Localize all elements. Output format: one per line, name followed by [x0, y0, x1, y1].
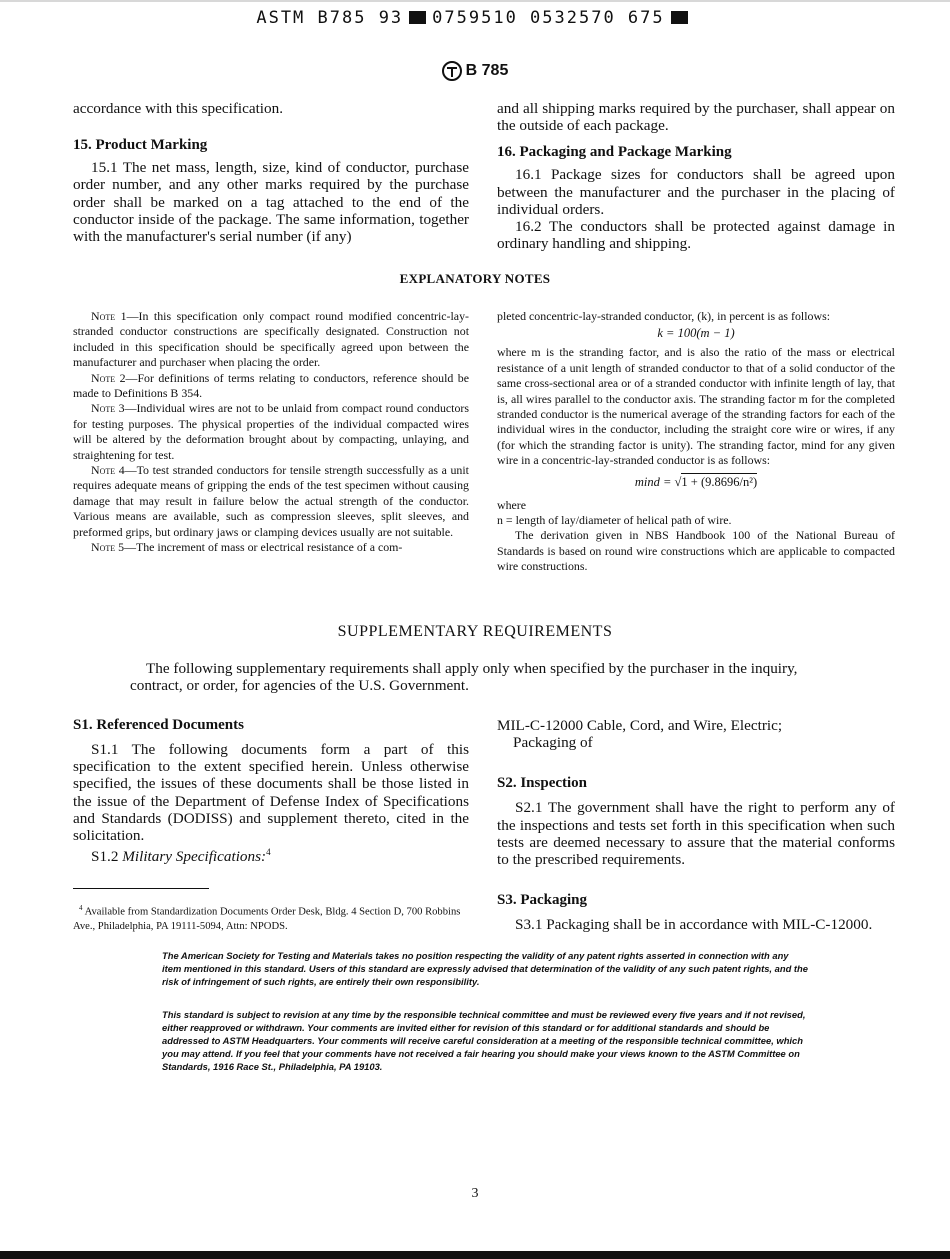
- notes-right-column: [497, 309, 895, 575]
- where-label: where: [497, 497, 527, 512]
- section-s1-2: [73, 844, 469, 865]
- document-code-left: ASTM B785 93: [256, 8, 404, 28]
- formula-lhs: mind =: [634, 474, 672, 489]
- note-3: [73, 401, 469, 463]
- top-right-column: [497, 100, 895, 252]
- supplementary-left-column: [73, 717, 469, 865]
- footnote-mark: 4: [79, 904, 83, 912]
- patent-disclaimer: The American Society for Testing and Materials takes no position respecting the validity of any patent rights asserted in connection with any item mentioned in this standard. Users of this standard are expressly advised that determination of the validity of any such patent rights, and the risk of infringement of such rights, are entirely their own responsibility.: [162, 950, 808, 988]
- s1-2-text: Military Specifications:: [122, 848, 267, 866]
- formula-k: k = 100(m − 1): [657, 326, 735, 341]
- top-edge-line: [0, 0, 950, 2]
- section-s2-1: S2.1 The government shall have the right to perform any of the inspections and tests set forth in this specification when such tests are deemed necessary to assure that the material conforms to the prescribed requirements.: [497, 799, 895, 869]
- carryover-text-left: accordance with this specification.: [73, 100, 284, 117]
- explanatory-notes-title: EXPLANATORY NOTES: [399, 271, 551, 286]
- supplementary-intro: The following supplementary requirements shall apply only when specified by the purchaser in the inquiry, contract, or order, for agencies of the U.S. Government.: [130, 660, 798, 695]
- derivation-text: The derivation given in NBS Handbook 100 of the National Bureau of Standards is based on round wire constructions which are applicable to compacted wire constructions.: [497, 528, 895, 574]
- s1-2-number: S1.2: [91, 848, 119, 866]
- section-s3-1: S3.1 Packaging shall be in accordance with MIL-C-12000.: [515, 916, 873, 934]
- stranding-factor-definition: where m is the stranding factor, and is also the ratio of the mass or electrical resistance of a unit length of stranded conductor to that of a solid conductor of the same cross-sectional area or of a stranded conductor with infinite length of lay, that is, all wires parallel to the conductor axis. The stranding factor m for the completed stranded conductor is the numerical average of the stranding factors for each of the individual wires in the conductor, including the straight core wire or wires, if any (for which the stranding factor is unity). The stranding factor, mind for any given wire in a concentric-lay-stranded conductor is as follows:: [497, 345, 895, 468]
- section-16-2: 16.2 The conductors shall be protected against damage in ordinary handling and shipping.: [497, 218, 895, 253]
- note-label: Note: [91, 309, 116, 323]
- top-left-column: [73, 100, 469, 245]
- note-text: —Individual wires are not to be unlaid from compact round conductors for testing purposes. The physical properties of the individual compacted wires will be altered by the deformation brought about by compacting, unlaying, and straightening for test.: [73, 401, 470, 462]
- standard-designation: [0, 61, 950, 81]
- note-text: —To test stranded conductors for tensile strength successfully as a unit requires adequate means of gripping the ends of the test specimen without causing damage that may result in failure below the actual strength of the conductor. Various means are available, such as compression sleeves, split sleeves, and preformed grips, but ordinary jaws or clamping devices usually are not suitable.: [73, 463, 469, 539]
- note-number: 5: [118, 540, 125, 555]
- supplementary-right-column: [497, 717, 895, 933]
- barcode-block-icon: [671, 11, 688, 24]
- square-root-symbol: √: [674, 474, 682, 489]
- mil-spec-reference: MIL-C-12000 Cable, Cord, and Wire, Electric; Packaging of: [497, 717, 783, 752]
- notes-left-column: [73, 309, 469, 556]
- note-number: 2: [119, 370, 126, 385]
- barcode-block-icon: [409, 11, 426, 24]
- document-code-mid: 0759510 0532570 675: [432, 8, 665, 28]
- section-s2-heading: S2. Inspection: [497, 775, 588, 792]
- note-number: 3: [118, 401, 125, 416]
- note-2: [73, 371, 469, 402]
- note-5: [73, 540, 469, 555]
- carryover-text-right: and all shipping marks required by the purchaser, shall appear on the outside of each package.: [497, 100, 895, 135]
- note-text: —For definitions of terms relating to conductors, reference should be made to Definitions B 354.: [73, 370, 469, 401]
- formula-rhs: 1 + (9.8696/n²): [681, 474, 758, 489]
- section-15-1: 15.1 The net mass, length, size, kind of conductor, purchase order number, and any other marks required by the purchase order shall be marked on a tag attached to the end of the conductor inside of the package. The same information, together with the manufacturer's serial number (if any): [73, 159, 469, 246]
- note-label: Note: [91, 540, 116, 555]
- revision-notice: This standard is subject to revision at any time by the responsible technical committee and must be reviewed every five years and if not revised, either reapproved or withdrawn. Your comments are invited either for revision of this standard or for additional standards and should be addressed to ASTM Headquarters. Your comments will receive careful consideration at a meeting of the responsible technical committee, which you may attend. If you feel that your comments have not received a fair hearing you should make your views known to the ASTM Committee on Standards, 1916 Race St., Philadelphia, PA 19103.: [162, 1009, 806, 1073]
- astm-logo-icon: [442, 61, 462, 81]
- note-label: Note: [91, 401, 116, 416]
- supplementary-requirements-title: SUPPLEMENTARY REQUIREMENTS: [337, 623, 613, 640]
- note-number: 4: [118, 463, 125, 478]
- note-1: [73, 309, 469, 371]
- section-16-heading: 16. Packaging and Package Marking: [497, 144, 732, 161]
- section-16-1: 16.1 Package sizes for conductors shall be agreed upon between the manufacturer and the purchaser in the placing of individual orders.: [497, 166, 895, 218]
- footnote-ref: 4: [266, 847, 271, 858]
- n-definition: n = length of lay/diameter of helical path of wire.: [497, 513, 732, 528]
- section-s3-heading: S3. Packaging: [497, 892, 588, 909]
- note-label: Note: [91, 370, 116, 385]
- section-s1-heading: S1. Referenced Documents: [73, 717, 244, 733]
- footnote-rule: [73, 888, 209, 889]
- page-number: 3: [471, 1186, 479, 1201]
- footnote-text: Available from Standardization Documents Order Desk, Bldg. 4 Section D, 700 Robbins Ave., Philadelphia, PA 19111-5094, Attn: NPODS.: [73, 906, 461, 932]
- increment-intro: pleted concentric-lay-stranded conductor, (k), in percent is as follows:: [497, 309, 831, 323]
- section-s1-1: S1.1 The following documents form a part of this specification to the extent specified herein. Unless otherwise specified, the issues of these documents shall be those listed in the issue of the Department of Defense Index of Specifications and Standards (DODISS) and supplement thereto, cited in the solicitation.: [73, 741, 469, 845]
- note-4: [73, 463, 469, 540]
- section-15-heading: 15. Product Marking: [73, 137, 208, 154]
- bottom-scan-edge: [0, 1251, 950, 1259]
- document-code-header: [0, 8, 950, 28]
- note-label: Note: [91, 463, 116, 478]
- note-text: —The increment of mass or electrical resistance of a com-: [124, 540, 403, 555]
- note-text: —In this specification only compact round modified concentric-lay-stranded conductor constructions are specifically designated. Construction not included in this specification should be specifically agreed upon between the manufacturer and purchaser when placing the order.: [73, 309, 469, 370]
- footnote-4: [73, 901, 469, 934]
- standard-number: B 785: [465, 62, 509, 79]
- formula-mind: [497, 475, 895, 490]
- note-number: 1: [120, 309, 127, 323]
